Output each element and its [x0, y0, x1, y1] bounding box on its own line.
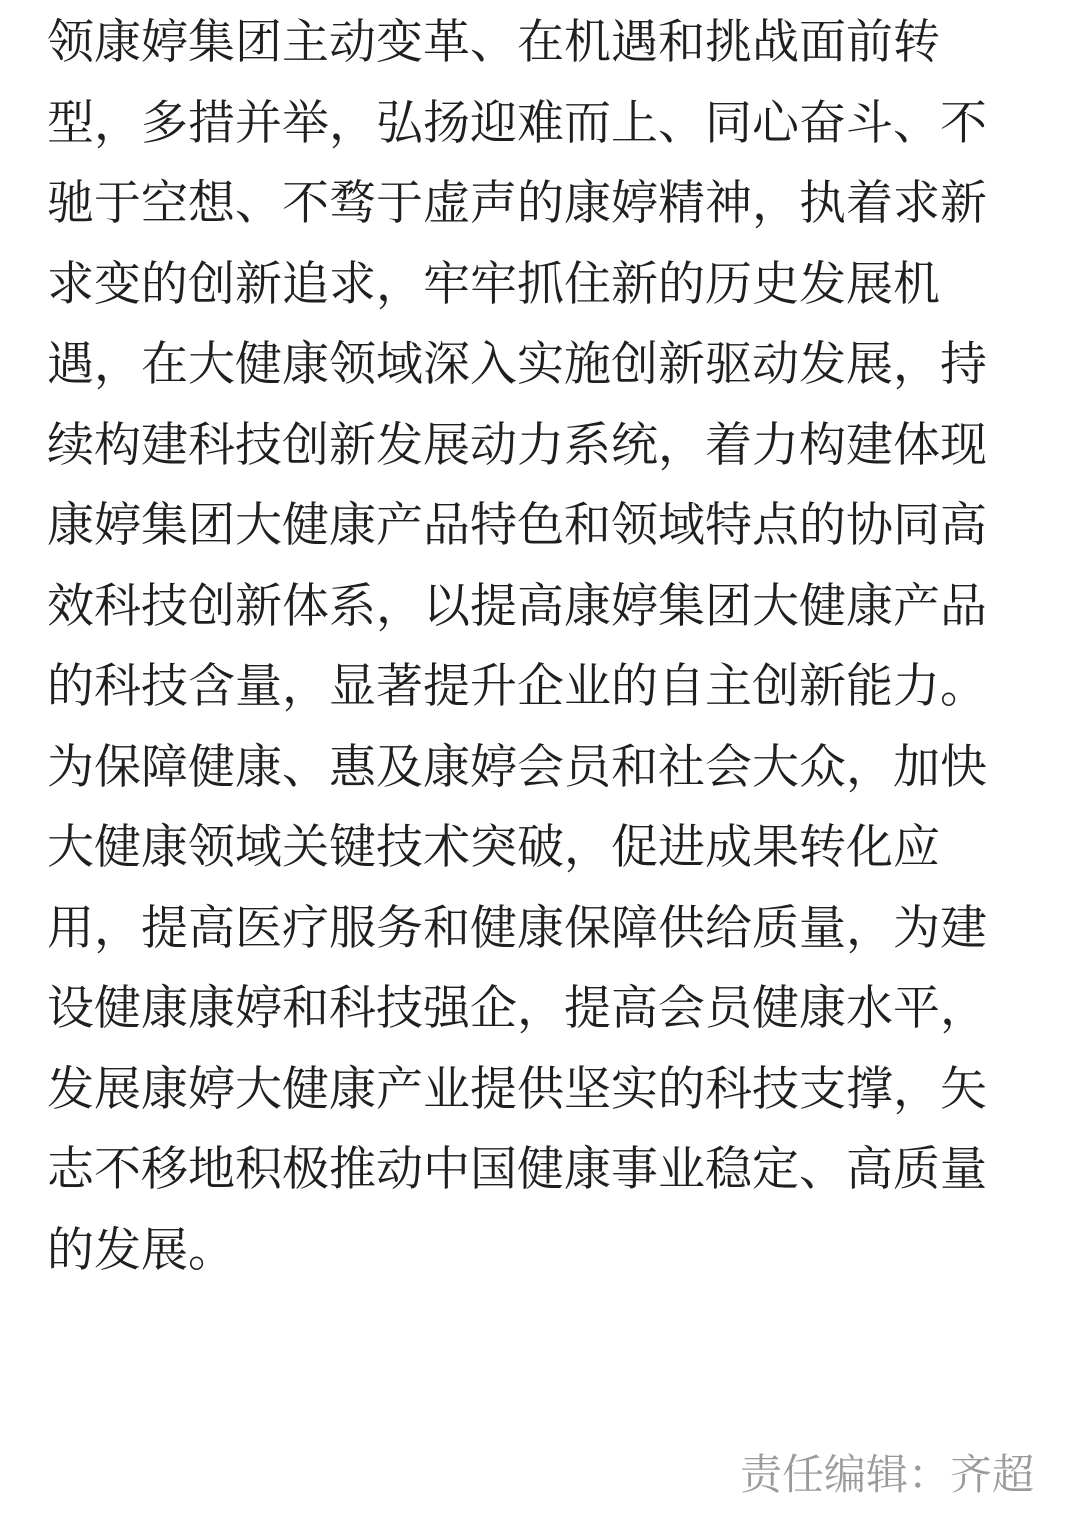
article-line: 续构建科技创新发展动力系统，着力构建体现: [47, 417, 987, 473]
article-line: 求变的创新追求，牢牢抓住新的历史发展机: [47, 256, 940, 312]
article-line: 效科技创新体系，以提高康婷集团大健康产品: [47, 578, 987, 634]
article-line: 为保障健康、惠及康婷会员和社会大众，加快: [47, 739, 987, 795]
article-line: 的科技含量，显著提升企业的自主创新能力。: [47, 659, 987, 714]
article-line: 用，提高医疗服务和健康保障供给质量，为建: [47, 900, 987, 956]
article-line: 大健康领域关键技术突破，促进成果转化应: [47, 820, 940, 875]
article-line: 康婷集团大健康产品特色和领域特点的协同高: [47, 498, 987, 553]
article-line: 驰于空想、不骛于虚声的康婷精神，执着求新: [47, 176, 987, 231]
article-line: 领康婷集团主动变革、在机遇和挑战面前转: [47, 15, 940, 70]
article-line: 志不移地积极推动中国健康事业稳定、高质量: [47, 1142, 987, 1197]
article-line: 遇，在大健康领域深入实施创新驱动发展，持: [47, 337, 987, 392]
article-line: 型，多措并举，弘扬迎难而上、同心奋斗、不: [47, 95, 987, 151]
article-body: [47, 3, 1037, 1291]
article-line: 设健康康婷和科技强企，提高会员健康水平，: [47, 981, 987, 1036]
article-line: 的发展。: [47, 1222, 235, 1278]
editor-credit: 责任编辑：齐超: [739, 1450, 1034, 1499]
article-line: 发展康婷大健康产业提供坚实的科技支撑，矢: [47, 1061, 987, 1117]
